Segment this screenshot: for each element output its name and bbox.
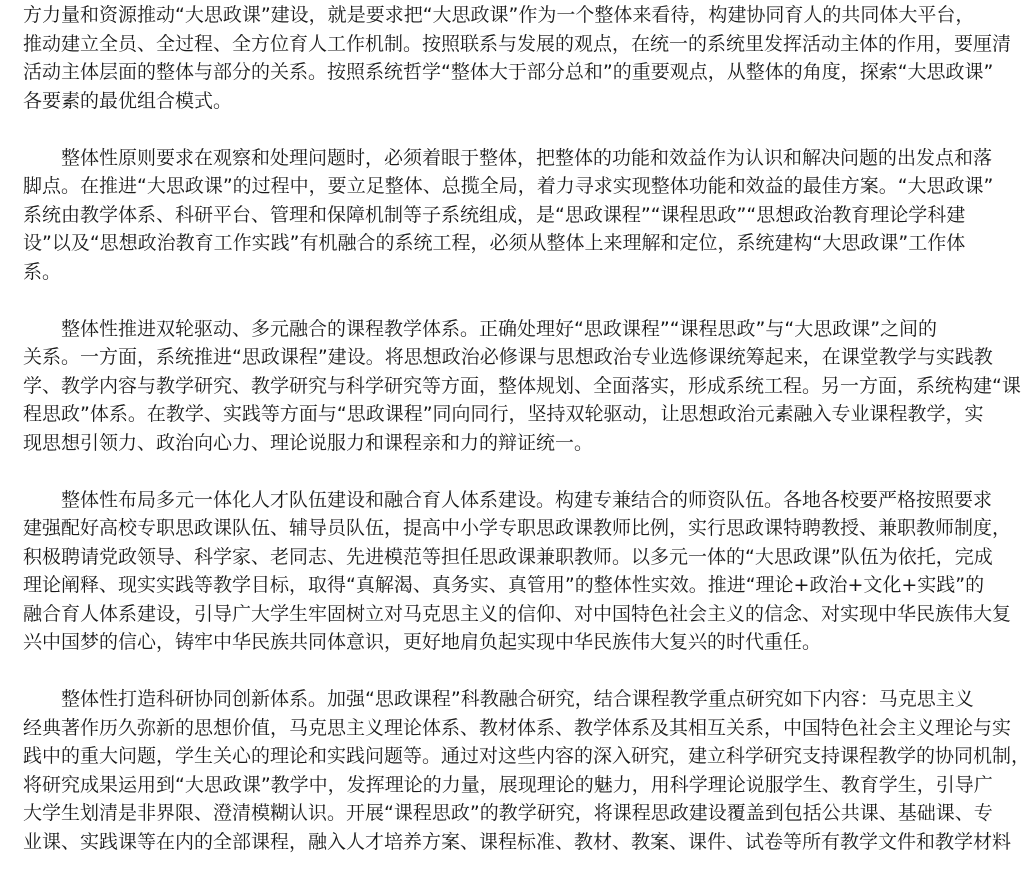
text-line: 经典著作历久弥新的思想价值，马克思主义理论体系、教材体系、教学体系及其相互关系，中国特色社会主义理论与实 [23,716,1012,739]
text-line: 将研究成果运用到“大思政课”教学中，发挥理论的力量，展现理论的魅力，用科学理论说服学生、教育学生，引导广 [23,773,993,796]
text-line: 大学生划清是非界限、澄清模糊认识。开展“课程思政”的教学研究，将课程思政建设覆盖到包括公共课、基础课、专 [23,802,993,824]
text-line: 学、教学内容与教学研究、教学研究与科学研究等方面，整体规划、全面落实，形成系统工程。另一方面，系统构建“课 [23,374,1021,397]
text-line: 业课、实践课等在内的全部课程，融入人才培养方案、课程标准、教材、教案、课件、试卷等所有教学文件和教学材料 [23,830,1012,853]
text-line: 整体性原则要求在观察和处理问题时，必须着眼于整体，把整体的功能和效益作为认识和解决问题的出发点和落 [61,146,993,169]
text-line: 践中的重大问题，学生关心的理论和实践问题等。通过对这些内容的深入研究，建立科学研究支持课程教学的协同机制， [23,745,1030,767]
text-line: 建强配好高校专职思政课队伍、辅导员队伍，提高中小学专职思政课教师比例，实行思政课特聘教授、兼职教师制度， [23,517,1012,539]
document-body [23,1,1030,885]
text-line: 活动主体层面的整体与部分的关系。按照系统哲学“整体大于部分总和”的重要观点，从整体的角度，探索“大思政课” [23,61,994,83]
paragraph [23,315,1021,458]
text-line: 积极聘请党政领导、科学家、老同志、先进模范等担任思政课兼职教师。以多元一体的“大思政课”队伍为依托，完成 [23,545,993,568]
text-line: 关系。一方面，系统推进“思政课程”建设。将思想政治必修课与思想政治专业选修课统筹起来，在课堂教学与实践教 [23,346,993,368]
text-line: 理论阐释、现实实践等教学目标，取得“真解渴、真务实、真管用”的整体性实效。推进“理论+政治+文化+实践”的 [23,574,985,596]
paragraph [23,144,994,287]
text-line: 整体性布局多元一体化人才队伍建设和融合育人体系建设。构建专兼结合的师资队伍。各地各校要严格按照要求 [61,488,993,511]
text-line: 推动建立全员、全过程、全方位育人工作机制。按照联系与发展的观点，在统一的系统里发挥活动主体的作用，要厘清 [23,32,1012,55]
paragraph [23,1,1012,115]
paragraph [23,685,1030,856]
text-line: 兴中国梦的信心，铸牢中华民族共同体意识，更好地肩负起实现中华民族伟大复兴的时代重任。 [23,631,822,653]
paragraph [23,486,1012,657]
text-line: 程思政”体系。在教学、实践等方面与“思政课程”同向同行，坚持双轮驱动，让思想政治元素融入专业课程教学，实 [23,403,984,425]
text-line: 整体性推进双轮驱动、多元融合的课程教学体系。正确处理好“思政课程”“课程思政”与“大思政课”之间的 [61,317,938,340]
text-line: 设”以及“思想政治教育工作实践”有机融合的系统工程，必须从整体上来理解和定位，系统建构“大思政课”工作体 [23,232,966,254]
text-line: 脚点。在推进“大思政课”的过程中，要立足整体、总揽全局，着力寻求实现整体功能和效益的最佳方案。“大思政课” [23,175,994,197]
text-line: 系统由教学体系、科研平台、管理和保障机制等子系统组成，是“思政课程”“课程思政”“思想政治教育理论学科建 [23,203,966,226]
text-line: 各要素的最优组合模式。 [23,89,233,112]
text-line: 整体性打造科研协同创新体系。加强“思政课程”科教融合研究，结合课程教学重点研究如下内容：马克思主义 [61,688,974,710]
text-line: 系。 [23,260,62,283]
text-line: 方力量和资源推动“大思政课”建设，就是要求把“大思政课”作为一个整体来看待，构建协同育人的共同体大平台， [23,4,975,26]
text-line: 现思想引领力、政治向心力、理论说服力和课程亲和力的辩证统一。 [23,431,594,454]
text-line: 融合育人体系建设，引导广大学生牢固树立对马克思主义的信仰、对中国特色社会主义的信念、对实现中华民族伟大复 [23,602,1012,625]
